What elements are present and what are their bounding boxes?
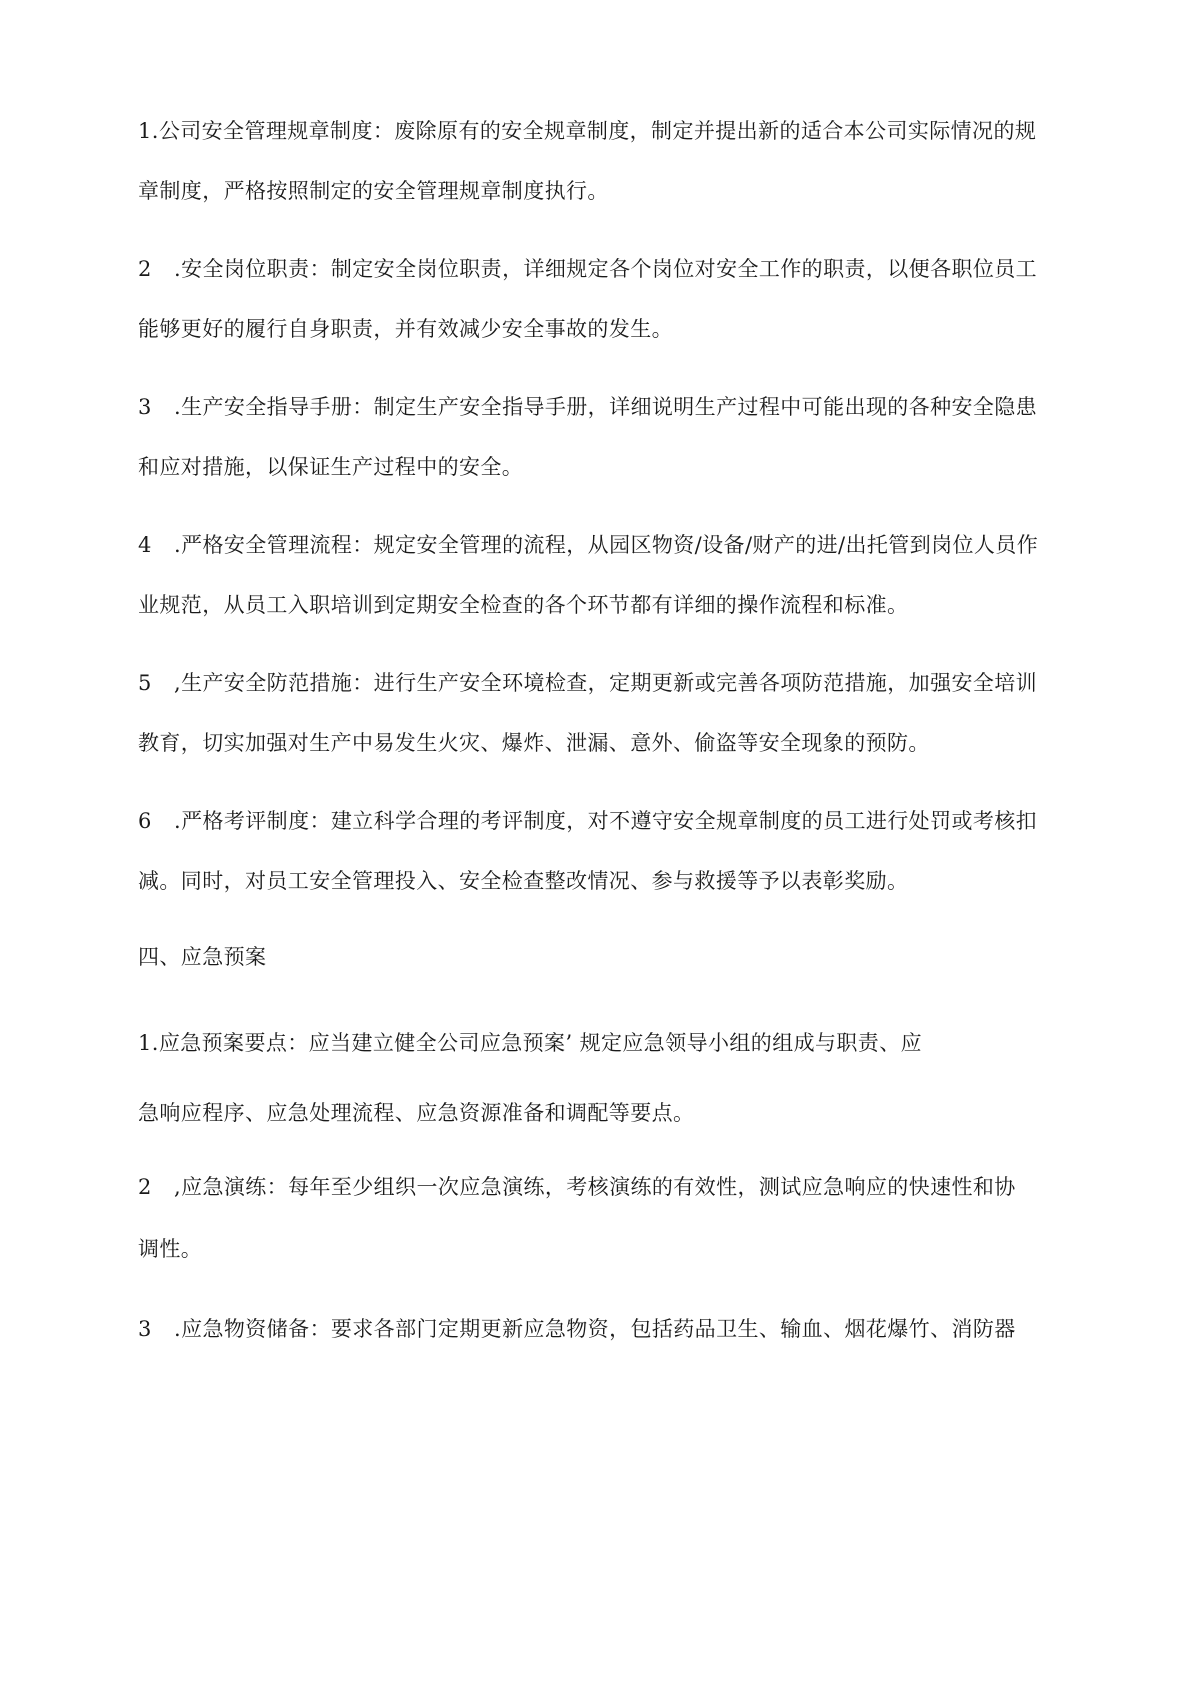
paragraph-5-line-1 [138, 670, 1037, 696]
paragraph-4-line-2: 业规范，从员工入职培训到定期安全检查的各个环节都有详细的操作流程和标准。 [138, 593, 909, 617]
item-text: 公司安全管理规章制度：废除原有的安全规章制度，制定并提出新的适合本公司实际情况的规 [158, 119, 1037, 143]
item-text: .严格安全管理流程：规定安全管理的流程，从园区物资/设备/财产的进/出托管到岗位人员作 [174, 533, 1039, 557]
item-text: .严格考评制度：建立科学合理的考评制度，对不遵守安全规章制度的员工进行处罚或考核扣 [174, 809, 1038, 833]
item-text: .生产安全指导手册：制定生产安全指导手册，详细说明生产过程中可能出现的各种安全隐患 [174, 395, 1038, 419]
paragraph-1-line-2: 章制度，严格按照制定的安全管理规章制度执行。 [138, 179, 609, 203]
paragraph-6-line-1 [138, 808, 1037, 834]
item-text: .应急物资储备：要求各部门定期更新应急物资，包括药品卫生、输血、烟花爆竹、消防器 [174, 1317, 1016, 1341]
paragraph-4-line-1 [138, 532, 1038, 558]
item-number: 3 [138, 395, 152, 419]
emergency-item-2-line-2: 调性。 [138, 1237, 203, 1261]
item-text: ,应急演练：每年至少组织一次应急演练，考核演练的有效性，测试应急响应的快速性和协 [174, 1175, 1016, 1199]
paragraph-3-line-1 [138, 394, 1037, 420]
item-number: 2 [138, 257, 152, 281]
emergency-item-2-line-1 [138, 1174, 1016, 1200]
paragraph-1-line-1 [138, 118, 1036, 144]
emergency-item-1-line-2: 急响应程序、应急处理流程、应急资源准备和调配等要点。 [138, 1101, 695, 1125]
item-number: 1. [138, 1031, 159, 1055]
emergency-item-3-line-1 [138, 1316, 1016, 1342]
paragraph-6-line-2: 减。同时，对员工安全管理投入、安全检查整改情况、参与救援等予以表彰奖励。 [138, 869, 909, 893]
item-number: 6 [138, 809, 152, 833]
item-text: 应急预案要点：应当建立健全公司应急预案’ 规定应急领导小组的组成与职责、应 [158, 1031, 922, 1055]
paragraph-2-line-2: 能够更好的履行自身职责，并有效减少安全事故的发生。 [138, 317, 673, 341]
item-number: 2 [138, 1175, 152, 1199]
item-number: 5 [138, 671, 152, 695]
section-heading: 四、应急预案 [138, 945, 267, 969]
paragraph-2-line-1 [138, 256, 1037, 282]
paragraph-3-line-2: 和应对措施，以保证生产过程中的安全。 [138, 455, 524, 479]
item-number: 3 [138, 1317, 152, 1341]
item-number: 4 [138, 533, 152, 557]
item-text: ,生产安全防范措施：进行生产安全环境检查，定期更新或完善各项防范措施，加强安全培训 [174, 671, 1038, 695]
paragraph-5-line-2: 教育，切实加强对生产中易发生火灾、爆炸、泄漏、意外、偷盗等安全现象的预防。 [138, 731, 930, 755]
item-number: 1. [138, 119, 159, 143]
emergency-item-1-line-1 [138, 1030, 922, 1056]
item-text: .安全岗位职责：制定安全岗位职责，详细规定各个岗位对安全工作的职责，以便各职位员工 [174, 257, 1038, 281]
